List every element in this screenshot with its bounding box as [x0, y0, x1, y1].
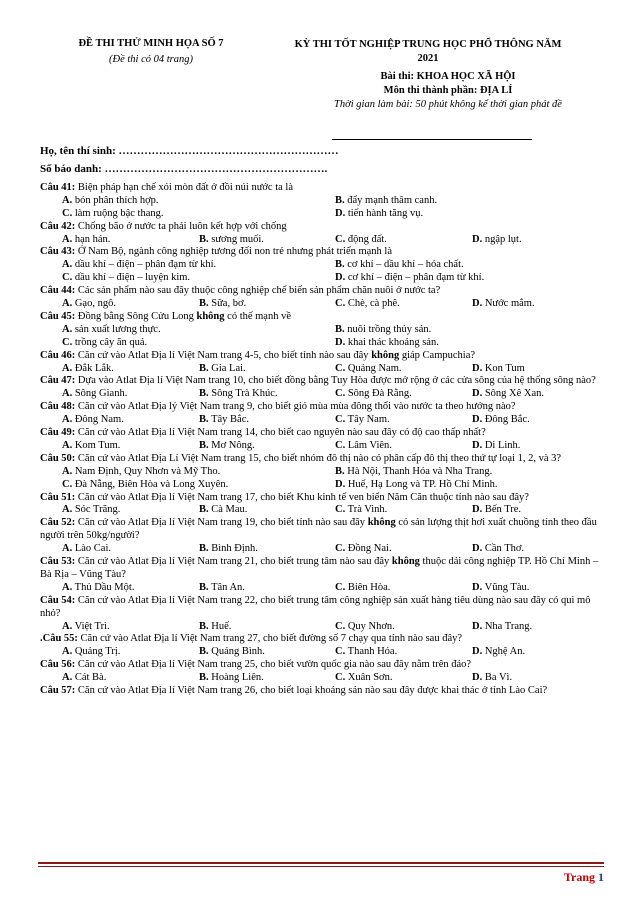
- question-number: .Câu 55:: [40, 633, 78, 645]
- option-letter: A.: [62, 439, 73, 451]
- option-text: đẩy mạnh thâm canh.: [344, 194, 438, 206]
- option-text: Kom Tum.: [72, 439, 121, 451]
- option-text: Việt Trì.: [72, 620, 110, 632]
- option-letter: A.: [62, 194, 73, 206]
- options-row: [40, 621, 600, 634]
- options-row: [40, 466, 600, 479]
- header-right: [252, 38, 604, 110]
- option-text: Mơ Nông.: [208, 439, 255, 451]
- option-letter: B.: [199, 504, 209, 516]
- answer-option[interactable]: [62, 479, 228, 492]
- option-letter: C.: [335, 543, 346, 555]
- answer-option[interactable]: [335, 388, 412, 401]
- option-text: Quy Nhơn.: [345, 620, 395, 632]
- question-text: Căn cứ vào Atlat Địa lí Việt Nam trang 4-5, cho biết tỉnh nào sau đây: [75, 349, 372, 361]
- option-letter: C.: [62, 336, 73, 348]
- question-number: Câu 41:: [40, 182, 76, 193]
- options-row: [40, 672, 600, 685]
- answer-option[interactable]: [199, 363, 246, 376]
- question-number: Câu 45:: [40, 310, 76, 322]
- duration-note: Thời gian làm bài: 50 phút không kể thời gian phát đề: [334, 99, 562, 110]
- question-stem: [40, 285, 600, 298]
- option-text: Cà Mau.: [208, 504, 248, 516]
- options-row: [40, 324, 600, 337]
- answer-option[interactable]: [62, 259, 216, 272]
- answer-option[interactable]: [472, 672, 512, 685]
- question-number: Câu 47:: [40, 375, 76, 387]
- option-text: khai thác khoáng sản.: [345, 336, 439, 348]
- option-text: Lào Cai.: [72, 543, 111, 555]
- answer-option[interactable]: [472, 646, 525, 659]
- option-text: Nha Trang.: [482, 620, 533, 632]
- answer-option[interactable]: [472, 621, 532, 634]
- subject-name: Môn thi thành phần: ĐỊA LÍ: [383, 85, 513, 96]
- option-letter: A.: [62, 298, 73, 310]
- options-row: [40, 388, 600, 401]
- answer-option[interactable]: [62, 337, 147, 350]
- option-letter: A.: [62, 620, 73, 632]
- option-text: Tây Bắc.: [208, 414, 249, 426]
- option-letter: D.: [472, 233, 483, 245]
- question-text: Căn cứ vào Atlat Địa lí Việt Nam trang 25, cho biết vườn quốc gia nào sau đây nằm trên đảo?: [75, 659, 472, 671]
- question-number: Câu 57:: [40, 685, 76, 697]
- option-letter: C.: [335, 672, 346, 684]
- option-letter: C.: [335, 414, 346, 426]
- option-letter: B.: [199, 543, 209, 555]
- question-text: Đồng bằng Sông Cửu Long: [75, 310, 197, 322]
- option-letter: A.: [62, 259, 73, 271]
- answer-option[interactable]: [335, 479, 498, 492]
- answer-option[interactable]: [472, 363, 525, 376]
- answer-option[interactable]: [472, 388, 544, 401]
- question-number: Câu 50:: [40, 452, 76, 464]
- question-stem: [40, 659, 600, 672]
- option-letter: D.: [472, 672, 483, 684]
- option-text: Quảng Trị.: [72, 646, 121, 658]
- question-text: Căn cứ vào Atlat Địa lí Việt Nam trang 17, cho biết Khu kinh tế ven biển Năm Căn thuộc tỉnh nào sau đây?: [75, 491, 529, 503]
- options-row: [40, 298, 600, 311]
- answer-option[interactable]: [472, 582, 529, 595]
- mock-exam-title: ĐỀ THI THỬ MINH HỌA SỐ 7: [78, 38, 224, 49]
- option-letter: B.: [199, 620, 209, 632]
- question-text: Căn cứ vào Atlat Địa lí Việt Nam trang 26, cho biết loại khoáng sản nào sau đây được khai thác ở tỉnh Lào Cai?: [75, 685, 548, 697]
- option-text: Bến Tre.: [482, 504, 522, 516]
- question-stem: [40, 492, 600, 505]
- option-letter: C.: [335, 233, 346, 245]
- options-row: [40, 259, 600, 272]
- question-number: Câu 49:: [40, 427, 76, 439]
- candidate-id-line: Số báo danh: …………………………………………………….: [40, 163, 328, 175]
- option-letter: C.: [62, 272, 73, 284]
- exam-year: 2021: [417, 53, 439, 64]
- question-keyword: không: [196, 310, 225, 322]
- option-letter: C.: [335, 581, 346, 593]
- option-letter: B.: [199, 439, 209, 451]
- question-stem: [40, 556, 600, 582]
- question-text: Căn cứ vào Atlat Địa lí Việt Nam trang 19, cho biết tỉnh nào sau đây: [75, 517, 368, 529]
- answer-option[interactable]: [62, 414, 124, 427]
- answer-option[interactable]: [62, 672, 106, 685]
- answer-option[interactable]: [472, 440, 520, 453]
- option-letter: A.: [62, 362, 73, 374]
- question-text: Căn cứ vào Atlat Địa lý Việt Nam trang 9, cho biết gió mùa mùa đông thổi vào nước ta theo hướng nào?: [75, 401, 516, 413]
- option-text: Đà Nẵng, Biên Hòa và Long Xuyên.: [72, 478, 229, 490]
- question-stem: [40, 633, 600, 646]
- answer-option[interactable]: [335, 672, 392, 685]
- option-text: Hà Nội, Thanh Hóa và Nha Trang.: [344, 465, 493, 477]
- option-letter: D.: [472, 646, 483, 658]
- option-letter: B.: [199, 298, 209, 310]
- answer-option[interactable]: [62, 582, 134, 595]
- options-row: [40, 504, 600, 517]
- option-text: Nghệ An.: [482, 646, 526, 658]
- option-text: động đất.: [345, 233, 387, 245]
- answer-option[interactable]: [472, 414, 530, 427]
- option-text: Di Linh.: [482, 439, 521, 451]
- option-text: Nam Định, Quy Nhơn và Mỹ Tho.: [72, 465, 221, 477]
- option-letter: B.: [199, 388, 209, 400]
- option-text: Nước mắm.: [482, 298, 535, 310]
- answer-option[interactable]: [62, 363, 114, 376]
- option-letter: D.: [472, 439, 483, 451]
- answer-option[interactable]: [62, 234, 110, 247]
- option-text: Đông Nam.: [72, 414, 124, 426]
- footer-divider: [38, 862, 604, 864]
- option-text: Gạo, ngô.: [72, 298, 116, 310]
- question-stem: [40, 427, 600, 440]
- answer-option[interactable]: [62, 324, 161, 337]
- option-letter: D.: [472, 298, 483, 310]
- options-row: [40, 195, 600, 208]
- options-row: [40, 363, 600, 376]
- option-letter: D.: [335, 478, 346, 490]
- answer-option[interactable]: [472, 504, 521, 517]
- option-text: dầu khí – điện – luyện kim.: [72, 272, 191, 284]
- exam-title: KỲ THI TỐT NGHIỆP TRUNG HỌC PHỔ THÔNG NĂM: [294, 39, 562, 50]
- option-letter: B.: [335, 259, 345, 271]
- answer-option[interactable]: [472, 298, 535, 311]
- answer-option[interactable]: [62, 388, 127, 401]
- question-text: Các sản phẩm nào sau đây thuộc công nghiệp chế biến sản phẩm chăn nuôi ở nước ta?: [75, 285, 441, 297]
- question-stem: [40, 453, 600, 466]
- question-stem: [40, 375, 600, 388]
- option-text: Quảng Bình.: [208, 646, 265, 658]
- answer-option[interactable]: [199, 646, 265, 659]
- option-letter: B.: [199, 672, 209, 684]
- option-letter: D.: [472, 543, 483, 555]
- option-letter: C.: [335, 388, 346, 400]
- question-stem: [40, 595, 600, 621]
- option-letter: D.: [335, 207, 346, 219]
- answer-option[interactable]: [335, 414, 390, 427]
- answer-option[interactable]: [335, 582, 390, 595]
- question-text: Ở Nam Bộ, ngành công nghiệp tương đối non trẻ nhưng phát triển mạnh là: [75, 246, 393, 258]
- option-text: Thủ Dầu Một.: [72, 581, 135, 593]
- page-number: [564, 870, 604, 885]
- page-label: Trang: [563, 870, 598, 884]
- option-letter: A.: [62, 581, 73, 593]
- option-letter: A.: [62, 465, 73, 477]
- option-text: Sông Xê Xan.: [482, 388, 545, 400]
- question-list: [40, 182, 600, 698]
- option-letter: D.: [335, 336, 346, 348]
- options-row: [40, 646, 600, 659]
- options-row: [40, 543, 600, 556]
- question-keyword: không: [371, 349, 400, 361]
- option-text: Thanh Hóa.: [345, 646, 398, 658]
- option-letter: C.: [335, 362, 346, 374]
- options-row: [40, 337, 600, 350]
- page-count-note: (Đề thi có 04 trang): [109, 54, 193, 65]
- option-text: Sông Trà Khúc.: [208, 388, 278, 400]
- question-number: Câu 48:: [40, 401, 76, 413]
- answer-option[interactable]: [335, 504, 387, 517]
- question-stem: [40, 311, 600, 324]
- question-text: Dựa vào Atlat Địa lí Việt Nam trang 10, cho biết đồng bằng Tuy Hòa được mở rộng ở các cửa sông của hệ thống sông nào?: [75, 375, 596, 387]
- option-text: Đắk Lắk.: [72, 362, 114, 374]
- answer-option[interactable]: [199, 414, 249, 427]
- option-letter: D.: [472, 388, 483, 400]
- option-text: sản xuất lương thực.: [72, 323, 161, 335]
- question-text-tail: có sản lượng thịt hơi xuất chuồng tính theo đầu người trên 50kg/người?: [40, 517, 597, 542]
- options-row: [40, 582, 600, 595]
- header-left: [46, 38, 256, 65]
- question-text-tail: giáp Campuchia?: [399, 349, 476, 361]
- answer-option[interactable]: [62, 621, 110, 634]
- option-text: làm ruộng bậc thang.: [72, 207, 164, 219]
- question-text: Biện pháp hạn chế xói mòn đất ở đồi núi nước ta là: [75, 182, 294, 193]
- option-letter: A.: [62, 504, 73, 516]
- option-letter: D.: [472, 581, 483, 593]
- question-text: Chống bão ở nước ta phải luôn kết hợp với chống: [75, 220, 287, 232]
- candidate-name-line: Họ, tên thí sinh: ……………………………………………………: [40, 145, 339, 157]
- answer-option[interactable]: [62, 504, 120, 517]
- answer-option[interactable]: [335, 440, 392, 453]
- option-letter: A.: [62, 233, 73, 245]
- option-text: Sóc Trăng.: [72, 504, 121, 516]
- question-stem: [40, 517, 600, 543]
- option-letter: C.: [335, 439, 346, 451]
- option-letter: C.: [335, 504, 346, 516]
- options-row: [40, 272, 600, 285]
- option-letter: A.: [62, 414, 73, 426]
- question-stem: [40, 401, 600, 414]
- options-row: [40, 479, 600, 492]
- option-text: cơ khí – dầu khí – hóa chất.: [344, 259, 464, 271]
- answer-option[interactable]: [62, 298, 116, 311]
- option-letter: D.: [472, 620, 483, 632]
- question-text: Căn cứ vào Atlat Địa lí Việt Nam trang 21, cho biết trung tâm nào sau đây: [75, 556, 392, 568]
- option-text: dầu khí – điện – phân đạm từ khí.: [72, 259, 217, 271]
- question-number: Câu 42:: [40, 220, 76, 232]
- option-letter: B.: [199, 646, 209, 658]
- option-text: Sữa, bơ.: [208, 298, 247, 310]
- option-text: Lâm Viên.: [345, 439, 392, 451]
- option-letter: C.: [335, 298, 346, 310]
- question-text: Căn cứ vào Atlat Địa lí Việt Nam trang 22, cho biết trung tâm công nghiệp sản xuất hàng tiêu dùng nào sau đây có qui mô nhỏ?: [40, 594, 591, 619]
- answer-option[interactable]: [62, 440, 120, 453]
- option-text: tiến hành tăng vụ.: [345, 207, 424, 219]
- answer-option[interactable]: [199, 504, 247, 517]
- option-letter: D.: [472, 414, 483, 426]
- option-letter: B.: [199, 581, 209, 593]
- answer-option[interactable]: [335, 337, 439, 350]
- option-letter: B.: [335, 465, 345, 477]
- question-keyword: không: [367, 517, 396, 529]
- question-number: Câu 43:: [40, 246, 76, 258]
- option-text: Sông Gianh.: [72, 388, 128, 400]
- question-number: Câu 51:: [40, 491, 76, 503]
- question-stem: [40, 350, 600, 363]
- answer-option[interactable]: [199, 298, 246, 311]
- answer-option[interactable]: [199, 582, 245, 595]
- answer-option[interactable]: [335, 543, 392, 556]
- answer-option[interactable]: [335, 298, 400, 311]
- option-letter: C.: [335, 646, 346, 658]
- option-text: Ba Vì.: [482, 672, 513, 684]
- option-text: Xuân Sơn.: [345, 672, 393, 684]
- candidate-info: [40, 142, 339, 178]
- option-letter: D.: [335, 272, 346, 284]
- answer-option[interactable]: [199, 234, 264, 247]
- option-text: Chè, cà phê.: [345, 298, 400, 310]
- answer-option[interactable]: [62, 195, 159, 208]
- question-number: Câu 44:: [40, 285, 76, 297]
- answer-option[interactable]: [335, 259, 464, 272]
- answer-option[interactable]: [335, 272, 484, 285]
- option-letter: A.: [62, 646, 73, 658]
- answer-option[interactable]: [199, 440, 255, 453]
- option-letter: B.: [199, 362, 209, 374]
- option-letter: D.: [472, 362, 483, 374]
- option-text: Huế.: [208, 620, 232, 632]
- option-letter: C.: [62, 207, 73, 219]
- answer-option[interactable]: [472, 234, 522, 247]
- option-letter: A.: [62, 388, 73, 400]
- answer-option[interactable]: [335, 208, 423, 221]
- question-stem: [40, 182, 600, 195]
- options-row: [40, 234, 600, 247]
- option-letter: A.: [62, 323, 73, 335]
- question-text-tail: thuộc dải công nghiệp TP. Hồ Chí Minh – Bà Rịa – Vũng Tàu?: [40, 556, 599, 580]
- option-text: Trà Vinh.: [345, 504, 388, 516]
- option-letter: B.: [199, 414, 209, 426]
- question-stem: [40, 221, 600, 234]
- question-keyword: không: [391, 556, 420, 568]
- option-text: Cần Thơ.: [482, 543, 525, 555]
- question-text-tail: có thế mạnh về: [224, 310, 292, 322]
- option-text: Đồng Nai.: [345, 543, 392, 555]
- option-letter: C.: [62, 478, 73, 490]
- option-text: Bình Định.: [208, 543, 258, 555]
- option-text: Cát Bà.: [72, 672, 107, 684]
- question-text: Căn cứ vào Atlat Địa lí Việt Nam trang 14, cho biết cao nguyên nào sau đây có độ cao thấp nhất?: [75, 427, 486, 439]
- question-stem: [40, 246, 600, 259]
- option-text: Sông Đà Rằng.: [345, 388, 412, 400]
- option-text: Huế, Hạ Long và TP. Hồ Chí Minh.: [345, 478, 498, 490]
- answer-option[interactable]: [199, 543, 258, 556]
- option-text: Tây Nam.: [345, 414, 390, 426]
- option-letter: B.: [199, 233, 209, 245]
- answer-option[interactable]: [335, 234, 387, 247]
- option-text: trồng cây ăn quả.: [72, 336, 148, 348]
- answer-option[interactable]: [62, 543, 111, 556]
- answer-option[interactable]: [62, 646, 120, 659]
- options-row: [40, 440, 600, 453]
- page-number-value: 1: [598, 870, 604, 884]
- answer-option[interactable]: [199, 672, 264, 685]
- answer-option[interactable]: [472, 543, 524, 556]
- answer-option[interactable]: [199, 388, 278, 401]
- options-row: [40, 208, 600, 221]
- answer-option[interactable]: [62, 208, 163, 221]
- option-text: Gia Lai.: [208, 362, 246, 374]
- options-row: [40, 414, 600, 427]
- answer-option[interactable]: [335, 363, 402, 376]
- option-text: ngập lụt.: [482, 233, 522, 245]
- answer-option[interactable]: [199, 621, 231, 634]
- answer-option[interactable]: [62, 272, 190, 285]
- question-number: Câu 46:: [40, 349, 76, 361]
- question-text: Căn cứ vào Atlat Địa lí Việt Nam trang 27, cho biết đường số 7 chạy qua tỉnh nào sau đây?: [77, 633, 463, 645]
- option-letter: A.: [62, 543, 73, 555]
- answer-option[interactable]: [335, 466, 492, 479]
- question-stem: [40, 685, 600, 698]
- question-number: Câu 54:: [40, 594, 76, 606]
- option-letter: C.: [335, 620, 346, 632]
- option-text: Biên Hòa.: [345, 581, 391, 593]
- question-number: Câu 56:: [40, 659, 76, 671]
- option-text: bón phân thích hợp.: [72, 194, 159, 206]
- question-number: Câu 53:: [40, 556, 76, 568]
- option-letter: A.: [62, 672, 73, 684]
- question-text: Căn cứ vào Atlat Địa Lí Việt Nam trang 15, cho biết nhóm đô thị nào có phân cấp đô thị theo thứ tự loại 1, 2, và 3?: [75, 452, 562, 464]
- option-text: Vũng Tàu.: [482, 581, 530, 593]
- option-letter: B.: [335, 194, 345, 206]
- header-divider: [332, 139, 532, 140]
- option-text: hạn hán.: [72, 233, 111, 245]
- answer-option[interactable]: [335, 646, 397, 659]
- option-text: cơ khí – điện – phân đạm từ khí.: [345, 272, 485, 284]
- option-text: nuôi trồng thủy sản.: [344, 323, 432, 335]
- option-text: Tân An.: [208, 581, 245, 593]
- answer-option[interactable]: [62, 466, 220, 479]
- answer-option[interactable]: [335, 324, 431, 337]
- option-text: Đông Bắc.: [482, 414, 530, 426]
- option-letter: B.: [335, 323, 345, 335]
- answer-option[interactable]: [335, 621, 395, 634]
- answer-option[interactable]: [335, 195, 437, 208]
- option-letter: D.: [472, 504, 483, 516]
- option-text: Kon Tum: [482, 362, 525, 374]
- exam-name: Bài thi: KHOA HỌC XÃ HỘI: [380, 71, 516, 82]
- question-number: Câu 52:: [40, 517, 76, 529]
- footer-divider-thin: [38, 866, 604, 867]
- option-text: sương muối.: [208, 233, 264, 245]
- option-text: Hoàng Liên.: [208, 672, 264, 684]
- option-text: Quảng Nam.: [345, 362, 402, 374]
